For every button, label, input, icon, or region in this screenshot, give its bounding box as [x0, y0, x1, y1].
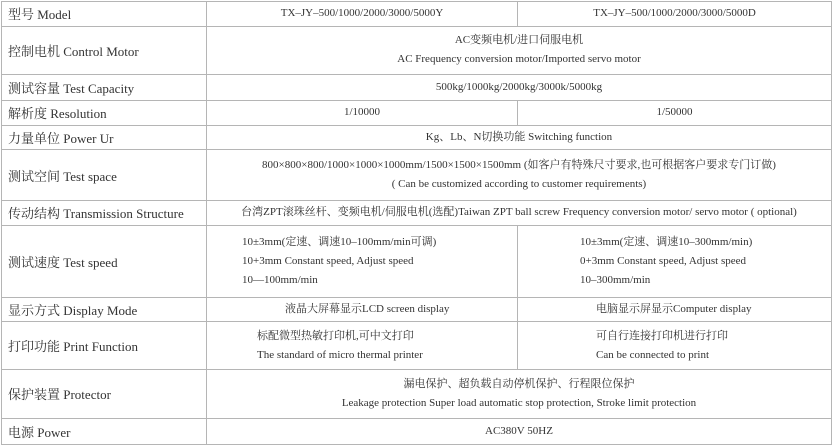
row-model [2, 2, 832, 27]
test-speed-d-line-2: 0+3mm Constant speed, Adjust speed [580, 254, 746, 267]
print-function-y-value [207, 322, 518, 369]
row-resolution [2, 100, 832, 125]
print-function-y-line-cn: 标配微型热敏打印机,可中文打印 [257, 329, 414, 342]
transmission-value: 台湾ZPT滚珠丝杆、变频电机/伺服电机(选配)Taiwan ZPT ball screw Frequency conversion motor/ servo motor ( optional) [207, 200, 832, 225]
row-test-speed [2, 225, 832, 297]
row-print-function [2, 322, 832, 369]
control-motor-line-cn: AC变频电机/进口伺服电机 [454, 34, 584, 47]
protector-value [207, 369, 832, 418]
test-speed-y-line-1: 10±3mm(定速、调速10–100mm/min可调) [242, 235, 437, 248]
row-power-unit [2, 125, 832, 150]
print-function-d-line-cn: 可自行连接打印机进行打印 [596, 329, 728, 342]
resolution-y-value: 1/10000 [207, 100, 518, 125]
label-transmission: 传动结构 Transmission Structure [2, 200, 207, 225]
test-speed-d-line-1: 10±3mm(定速、调速10–300mm/min) [580, 235, 753, 248]
label-resolution: 解析度 Resolution [2, 100, 207, 125]
label-model: 型号 Model [2, 2, 207, 27]
row-control-motor [2, 26, 832, 74]
protector-line-cn: 漏电保护、超负载自动停机保护、行程限位保护 [403, 377, 635, 390]
spec-table [1, 1, 832, 445]
label-display-mode: 显示方式 Display Mode [2, 297, 207, 322]
row-transmission [2, 200, 832, 225]
model-y-value: TX–JY–500/1000/2000/3000/5000Y [207, 2, 518, 27]
test-speed-d-value [518, 225, 832, 297]
control-motor-value [207, 26, 832, 74]
print-function-d-value [518, 322, 832, 369]
row-test-space [2, 150, 832, 200]
print-function-y-line-en: The standard of micro thermal printer [257, 348, 423, 361]
test-speed-d-line-3: 10–300mm/min [580, 273, 651, 286]
label-print-function: 打印功能 Print Function [2, 322, 207, 369]
label-test-speed: 测试速度 Test speed [2, 225, 207, 297]
label-power-unit: 力量单位 Power Ur [2, 125, 207, 150]
label-test-capacity: 测试容量 Test Capacity [2, 75, 207, 101]
test-space-line-dims: 800×800×800/1000×1000×1000mm/1500×1500×1500mm (如客户有特殊尺寸要求,也可根据客户要求专门订做) [262, 159, 776, 172]
row-protector [2, 369, 832, 418]
display-mode-y-value: 液晶大屏幕显示LCD screen display [207, 297, 518, 322]
test-speed-y-value [207, 225, 518, 297]
label-protector: 保护装置 Protector [2, 369, 207, 418]
row-test-capacity [2, 75, 832, 101]
protector-line-en: Leakage protection Super load automatic stop protection, Stroke limit protection [341, 396, 697, 409]
test-capacity-value: 500kg/1000kg/2000kg/3000k/5000kg [207, 75, 832, 101]
test-space-line-note: ( Can be customized according to customer requirements) [391, 178, 647, 191]
test-speed-y-line-3: 10—100mm/min [242, 273, 318, 286]
label-test-space: 测试空间 Test space [2, 150, 207, 200]
power-value: AC380V 50HZ [207, 419, 832, 445]
power-unit-value: Kg、Lb、N切换功能 Switching function [207, 125, 832, 150]
display-mode-d-value: 电脑显示屏显示Computer display [518, 297, 832, 322]
print-function-d-line-en: Can be connected to print [596, 348, 710, 361]
test-speed-y-line-2: 10+3mm Constant speed, Adjust speed [242, 254, 414, 267]
model-d-value: TX–JY–500/1000/2000/3000/5000D [518, 2, 832, 27]
test-space-value [207, 150, 832, 200]
row-display-mode [2, 297, 832, 322]
resolution-d-value: 1/50000 [518, 100, 832, 125]
label-control-motor: 控制电机 Control Motor [2, 26, 207, 74]
label-power: 电源 Power [2, 419, 207, 445]
control-motor-line-en: AC Frequency conversion motor/Imported servo motor [397, 53, 641, 66]
row-power [2, 419, 832, 445]
